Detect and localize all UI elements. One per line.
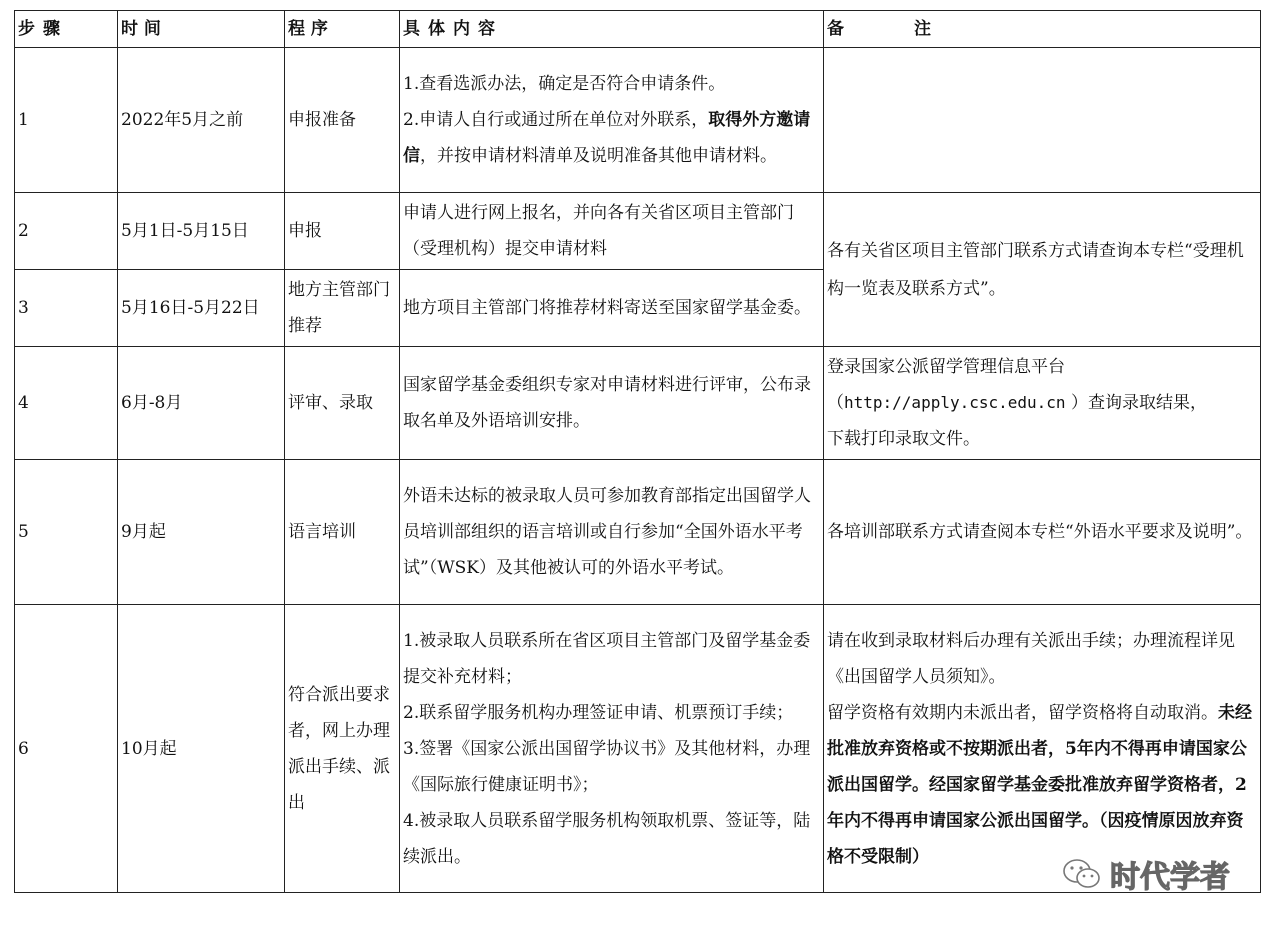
procedure-cell: 符合派出要求者，网上办理派出手续、派出: [285, 605, 400, 893]
note-cell: 各培训部联系方式请查阅本专栏“外语水平要求及说明”。: [824, 460, 1261, 605]
time-cell: 10月起: [118, 605, 285, 893]
note-cell: 登录国家公派留学管理信息平台 （http://apply.csc.edu.cn ）查询录取结果， 下载打印录取文件。: [824, 347, 1261, 460]
table-row: [15, 460, 1261, 605]
watermark-text: 时代学者: [1110, 860, 1230, 895]
watermark: [1062, 852, 1230, 896]
note-cell: 请在收到录取材料后办理有关派出手续；办理流程详见《出国留学人员须知》。 留学资格有效期内未派出者，留学资格将自动取消。未经批准放弃资格或不按期派出者，5年内不得再申请国家公派出国留学。经国家留学基金委批准放弃留学资格者，2年内不得再申请国家公派出国留学。（因疫情原因放弃资格不受限制）: [824, 605, 1261, 893]
header-note: 备 注: [824, 11, 1261, 48]
procedure-cell: 评审、录取: [285, 347, 400, 460]
step-cell: 3: [15, 270, 118, 347]
procedure-cell: 申报准备: [285, 48, 400, 193]
header-step: 步骤: [15, 11, 118, 48]
table-row: [15, 48, 1261, 193]
content-cell: 外语未达标的被录取人员可参加教育部指定出国留学人员培训部组织的语言培训或自行参加“全国外语水平考试”（WSK）及其他被认可的外语水平考试。: [400, 460, 824, 605]
wechat-icon: [1062, 857, 1102, 891]
header-row: [15, 11, 1261, 48]
header-content: 具体内容: [400, 11, 824, 48]
content-cell: 1.被录取人员联系所在省区项目主管部门及留学基金委提交补充材料； 2.联系留学服务机构办理签证申请、机票预订手续； 3.签署《国家公派出国留学协议书》及其他材料，办理《国际旅行健康证明书》； 4.被录取人员联系留学服务机构领取机票、签证等，陆续派出。: [400, 605, 824, 893]
note-cell: 各有关省区项目主管部门联系方式请查询本专栏“受理机构一览表及联系方式”。: [824, 193, 1261, 347]
step-cell: 5: [15, 460, 118, 605]
content-cell: 申请人进行网上报名，并向各有关省区项目主管部门（受理机构）提交申请材料: [400, 193, 824, 270]
header-procedure: 程 序: [285, 11, 400, 48]
procedure-cell: 申报: [285, 193, 400, 270]
platform-url: http://apply.csc.edu.cn: [844, 393, 1066, 412]
time-cell: 5月1日-5月15日: [118, 193, 285, 270]
table-row: [15, 347, 1261, 460]
content-cell: 1.查看选派办法，确定是否符合申请条件。 2.申请人自行或通过所在单位对外联系，取得外方邀请信，并按申请材料清单及说明准备其他申请材料。: [400, 48, 824, 193]
time-cell: 2022年5月之前: [118, 48, 285, 193]
time-cell: 5月16日-5月22日: [118, 270, 285, 347]
step-cell: 1: [15, 48, 118, 193]
time-cell: 6月-8月: [118, 347, 285, 460]
step-cell: 2: [15, 193, 118, 270]
content-cell: 地方项目主管部门将推荐材料寄送至国家留学基金委。: [400, 270, 824, 347]
procedure-cell: 语言培训: [285, 460, 400, 605]
highlight-text: 取得外方邀请信: [403, 110, 811, 166]
table-row: [15, 193, 1261, 270]
header-time: 时 间: [118, 11, 285, 48]
table-row: [15, 605, 1261, 893]
note-cell: [824, 48, 1261, 193]
content-cell: 国家留学基金委组织专家对申请材料进行评审，公布录取名单及外语培训安排。: [400, 347, 824, 460]
application-procedure-table: [14, 10, 1261, 893]
time-cell: 9月起: [118, 460, 285, 605]
step-cell: 6: [15, 605, 118, 893]
highlight-text: 未经批准放弃资格或不按期派出者，5年内不得再申请国家公派出国留学。经国家留学基金委批准放弃留学资格者，2年内不得再申请国家公派出国留学。（因疫情原因放弃资格不受限制）: [827, 702, 1252, 867]
procedure-cell: 地方主管部门推荐: [285, 270, 400, 347]
step-cell: 4: [15, 347, 118, 460]
